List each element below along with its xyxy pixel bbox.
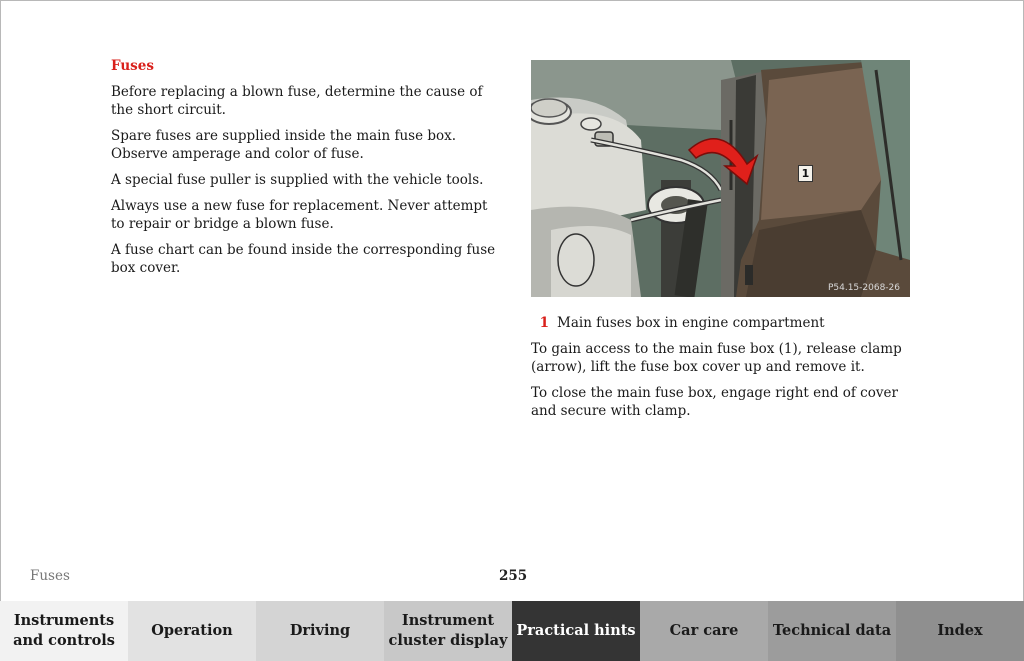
image-code: P54.15-2068-26	[827, 283, 900, 293]
tab-label: Technical data	[772, 622, 892, 639]
caption-number: 1	[539, 315, 549, 331]
tab-label: Practical hints	[516, 622, 636, 639]
text-column	[111, 58, 501, 285]
tab-label: Index	[937, 622, 983, 639]
paragraph: A special fuse puller is supplied with the vehicle tools.	[111, 172, 484, 188]
paragraph: A fuse chart can be found inside the corresponding fuse box cover.	[111, 242, 496, 276]
tab-index[interactable]	[896, 601, 1024, 661]
figure-column	[531, 60, 911, 428]
paragraph: Always use a new fuse for replacement. Never attempt to repair or bridge a blown fuse.	[111, 198, 488, 232]
tab-driving[interactable]	[256, 601, 384, 661]
tab-label: Instruments and controls	[13, 612, 115, 649]
tab-instruments-and-controls[interactable]	[0, 601, 128, 661]
footer-section-name: Fuses	[30, 568, 70, 584]
paragraph: To gain access to the main fuse box (1), release clamp (arrow), lift the fuse box cover up and remove it.	[531, 341, 902, 375]
tab-label: Operation	[151, 622, 233, 639]
paragraph: To close the main fuse box, engage right end of cover and secure with clamp.	[531, 385, 898, 419]
tab-label: Car care	[669, 622, 739, 639]
caption-text: Main fuses box in engine compartment	[557, 315, 825, 331]
bottom-navigation	[0, 601, 1024, 661]
tab-label: Driving	[289, 622, 351, 639]
tab-instrument-cluster-display[interactable]	[384, 601, 512, 661]
tab-technical-data[interactable]	[768, 601, 896, 661]
page-number: 255	[499, 568, 528, 584]
tab-practical-hints[interactable]	[512, 601, 640, 661]
paragraph: Before replacing a blown fuse, determine the cause of the short circuit.	[111, 84, 483, 118]
engine-compartment-photo	[531, 60, 910, 297]
tab-operation[interactable]	[128, 601, 256, 661]
engine-illustration	[531, 60, 910, 297]
tab-label: Instrument cluster display	[388, 612, 508, 649]
paragraph: Spare fuses are supplied inside the main fuse box. Observe amperage and color of fuse.	[111, 128, 457, 162]
tab-car-care[interactable]	[640, 601, 768, 661]
callout-1: 1	[798, 165, 813, 182]
section-title: Fuses	[111, 58, 154, 74]
figure-caption	[531, 314, 911, 332]
